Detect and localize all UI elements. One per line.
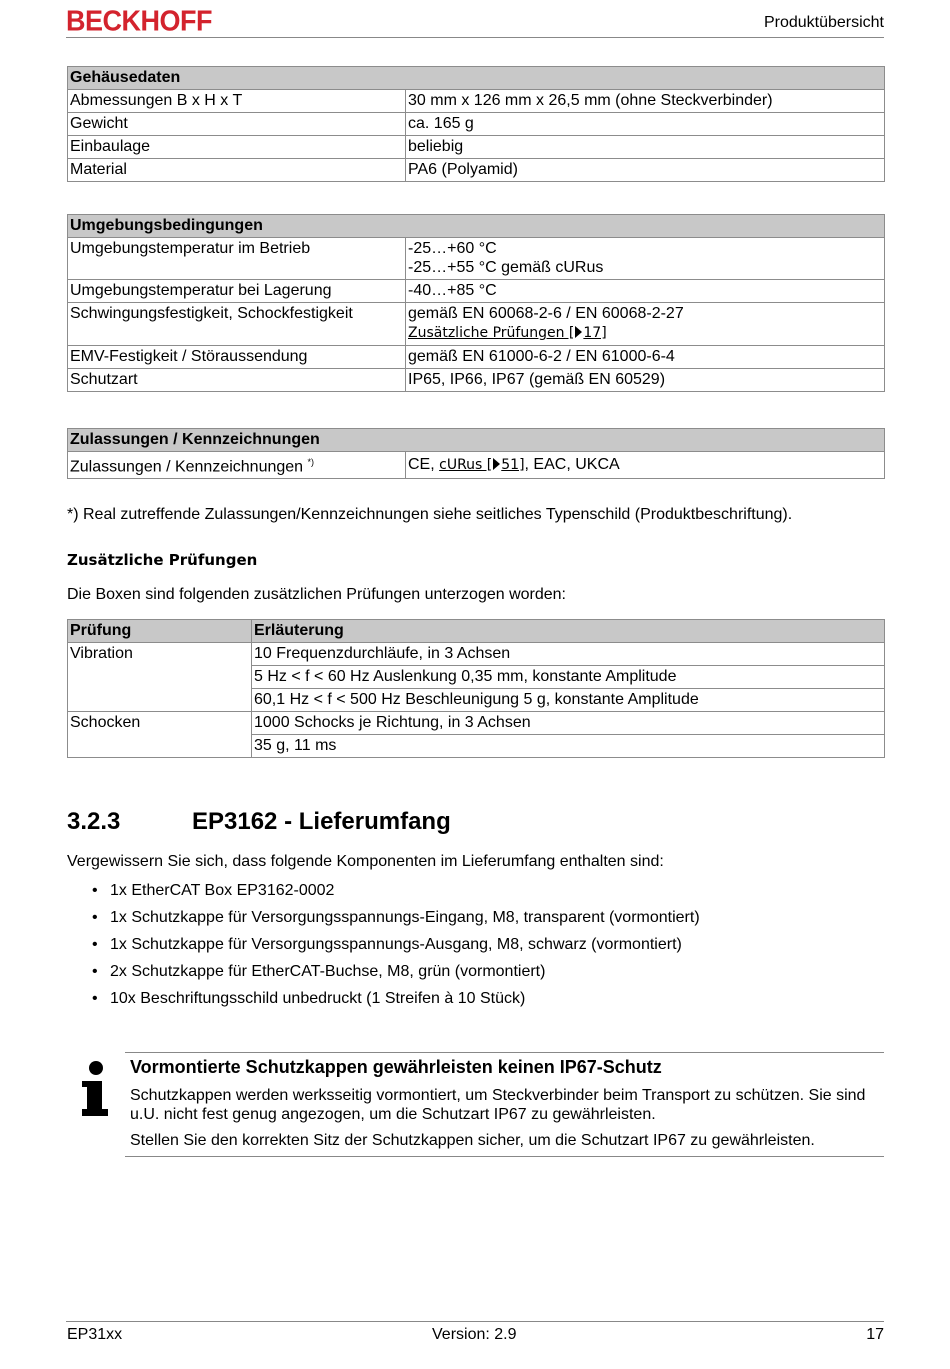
table-cell-label: Material	[68, 159, 406, 182]
additional-tests-link[interactable]	[408, 323, 882, 343]
table-cell-label: Umgebungstemperatur bei Lagerung	[68, 280, 406, 303]
section-heading	[67, 808, 451, 836]
note-paragraph: Stellen Sie den korrekten Sitz der Schutzkappen sicher, um die Schutzart IP67 zu gewährleisten.	[130, 1132, 815, 1149]
delivery-list	[67, 882, 700, 1017]
approvals-label: Zulassungen / Kennzeichnungen	[70, 458, 304, 476]
table-cell-value: ca. 165 g	[406, 113, 885, 136]
section-title: EP3162 - Lieferumfang	[192, 808, 451, 835]
link-text[interactable]: Zusätzliche Prüfungen [	[408, 325, 575, 341]
note-bottom-divider	[125, 1156, 884, 1157]
note-paragraph: Schutzkappen werden werksseitig vormontiert, um Steckverbinder beim Transport zu schützen. Sie sind u.U. nicht fest genug angezogen, um die Schutzart IP67 zu gewährleisten.	[130, 1087, 866, 1123]
footer-product: EP31xx	[67, 1326, 123, 1343]
page-number: 17	[866, 1326, 884, 1343]
additional-tests-heading: Zusätzliche Prüfungen	[67, 551, 258, 569]
approvals-table	[67, 428, 885, 479]
table-cell-label: Schutzart	[68, 369, 406, 392]
list-item: • 1x EtherCAT Box EP3162-0002	[67, 882, 700, 909]
table-cell-value: IP65, IP66, IP67 (gemäß EN 60529)	[406, 369, 885, 392]
table-cell-value: gemäß EN 61000-6-2 / EN 61000-6-4	[406, 346, 885, 369]
table-cell-value: 30 mm x 126 mm x 26,5 mm (ohne Steckverbinder)	[406, 90, 885, 113]
table-cell-value	[406, 452, 885, 479]
table-cell-value: 5 Hz < f < 60 Hz Auslenkung 0,35 mm, konstante Amplitude	[252, 666, 885, 689]
curus-link[interactable]: cURus [	[439, 457, 493, 473]
header-divider	[66, 37, 884, 38]
footnote-text: *) Real zutreffende Zulassungen/Kennzeichnungen siehe seitliches Typenschild (Produktbeschriftung).	[67, 506, 793, 523]
table-cell-value: PA6 (Polyamid)	[406, 159, 885, 182]
test-name-shock: Schocken	[68, 712, 252, 758]
arrow-right-icon	[575, 326, 582, 338]
table-row	[68, 712, 885, 735]
table-header-row	[68, 620, 885, 643]
vibration-standard: gemäß EN 60068-2-6 / EN 60068-2-27	[408, 305, 684, 322]
section-number: 3.2.3	[67, 808, 121, 835]
table-cell-value	[406, 238, 885, 280]
beckhoff-logo: BECKHOFF	[66, 5, 212, 37]
table-row	[68, 113, 885, 136]
test-name-vibration: Vibration	[68, 643, 252, 712]
table-cell-label: Abmessungen B x H x T	[68, 90, 406, 113]
table-cell-value: -40…+85 °C	[406, 280, 885, 303]
footer-version: Version: 2.9	[432, 1326, 517, 1343]
table-row	[68, 346, 885, 369]
table-cell-label: EMV-Festigkeit / Störaussendung	[68, 346, 406, 369]
table-row	[68, 303, 885, 346]
housing-data-table	[67, 66, 885, 182]
list-item: • 2x Schutzkappe für EtherCAT-Buchse, M8, grün (vormontiert)	[67, 963, 700, 990]
table-cell-value: 35 g, 11 ms	[252, 735, 885, 758]
table-heading: Umgebungsbedingungen	[68, 215, 885, 238]
curus-link-page[interactable]: 51]	[501, 457, 525, 473]
table-cell-value: 1000 Schocks je Richtung, in 3 Achsen	[252, 712, 885, 735]
table-row	[68, 90, 885, 113]
info-icon	[82, 1061, 112, 1121]
list-item: • 1x Schutzkappe für Versorgungsspannungs-Eingang, M8, transparent (vormontiert)	[67, 909, 700, 936]
table-cell-value: 60,1 Hz < f < 500 Hz Beschleunigung 5 g, konstante Amplitude	[252, 689, 885, 712]
arrow-right-icon	[493, 458, 500, 470]
table-row	[68, 643, 885, 666]
tests-table	[67, 619, 885, 758]
list-item: • 10x Beschriftungsschild unbedruckt (1 Streifen à 10 Stück)	[67, 990, 700, 1017]
note-top-divider	[125, 1052, 884, 1053]
approvals-suffix: , EAC, UKCA	[524, 456, 620, 473]
table-cell-value: 10 Frequenzdurchläufe, in 3 Achsen	[252, 643, 885, 666]
table-cell-label: Schwingungsfestigkeit, Schockfestigkeit	[68, 303, 406, 346]
table-heading: Zulassungen / Kennzeichnungen	[68, 429, 885, 452]
table-cell-value: beliebig	[406, 136, 885, 159]
additional-tests-intro: Die Boxen sind folgenden zusätzlichen Prüfungen unterzogen worden:	[67, 586, 566, 603]
op-temp-value: -25…+60 °C	[408, 240, 497, 257]
column-header-test: Prüfung	[68, 620, 252, 643]
approvals-prefix: CE,	[408, 456, 440, 473]
link-page[interactable]: 17]	[583, 325, 607, 341]
table-row	[68, 452, 885, 479]
table-cell-value	[406, 303, 885, 346]
list-item: • 1x Schutzkappe für Versorgungsspannungs-Ausgang, M8, schwarz (vormontiert)	[67, 936, 700, 963]
section-intro: Vergewissern Sie sich, dass folgende Komponenten im Lieferumfang enthalten sind:	[67, 853, 664, 870]
note-title: Vormontierte Schutzkappen gewährleisten keinen IP67-Schutz	[130, 1057, 662, 1077]
table-cell-label: Gewicht	[68, 113, 406, 136]
footer-divider	[66, 1321, 884, 1322]
table-row	[68, 136, 885, 159]
op-temp-curus-value: -25…+55 °C gemäß cURus	[408, 259, 604, 276]
table-cell-label	[68, 452, 406, 479]
table-row	[68, 238, 885, 280]
table-row	[68, 369, 885, 392]
environment-table	[67, 214, 885, 392]
footnote-marker: *)	[307, 457, 315, 467]
table-cell-label: Einbaulage	[68, 136, 406, 159]
column-header-explanation: Erläuterung	[252, 620, 885, 643]
table-cell-label: Umgebungstemperatur im Betrieb	[68, 238, 406, 280]
page-header-title: Produktübersicht	[763, 14, 884, 31]
note-body	[130, 1086, 880, 1157]
table-row	[68, 280, 885, 303]
table-heading: Gehäusedaten	[68, 67, 885, 90]
table-row	[68, 159, 885, 182]
